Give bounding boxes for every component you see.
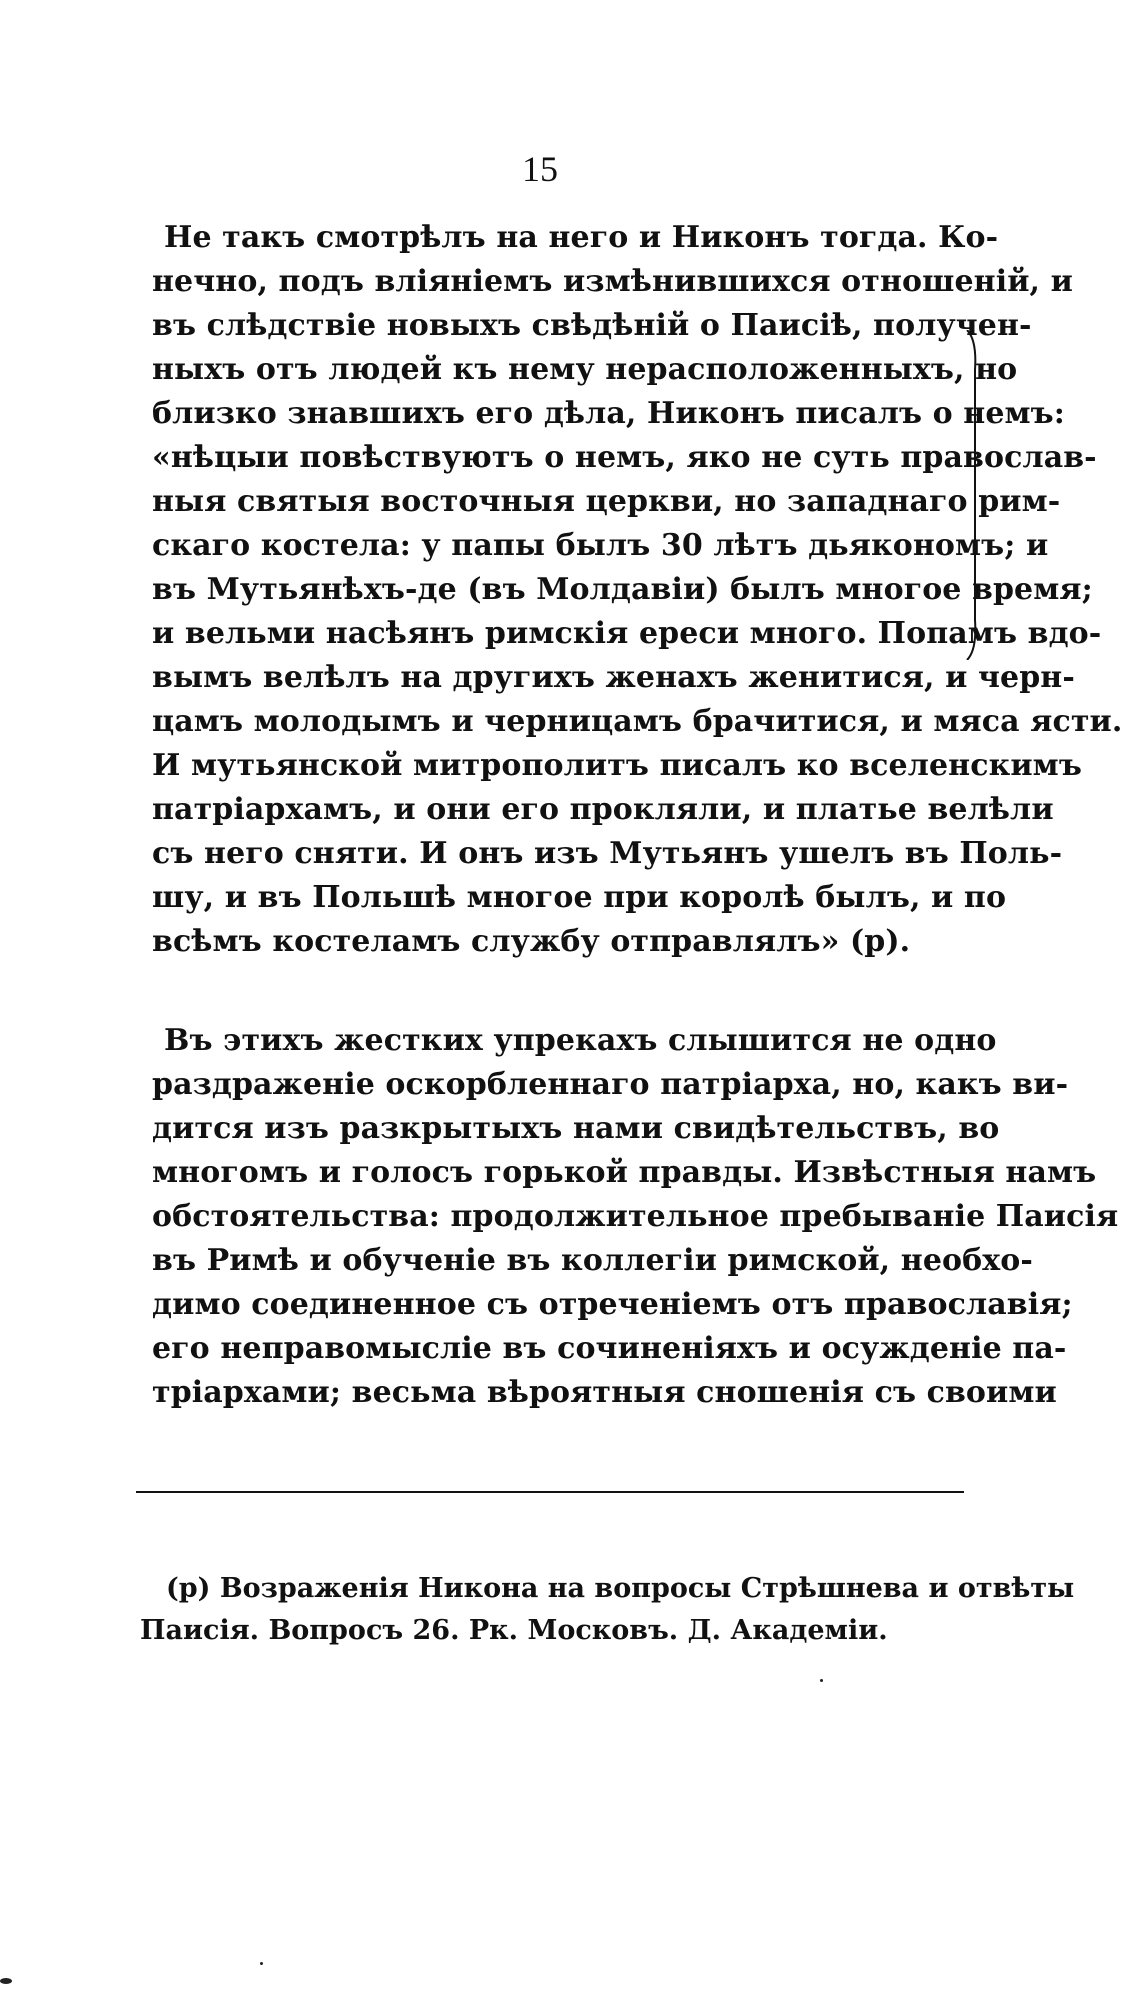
text-line: шу, и въ Польшѣ многое при королѣ былъ, и по [152,880,1007,915]
text-line: ныхъ отъ людей къ нему нерасположенныхъ, но [152,352,1018,387]
text-line: ныя святыя восточныя церкви, но западнаго рим- [152,484,1061,519]
text-line: скаго костела: у папы былъ 30 лѣтъ дьякономъ; и [152,528,1049,563]
paragraph-2 [152,1019,1119,1415]
text-line: близко знавшихъ его дѣла, Никонъ писалъ о немъ: [152,396,1065,431]
text-line: цамъ молодымъ и черницамъ брачитися, и мяса ясти. [152,704,1123,739]
text-line: «нѣцыи повѣствуютъ о немъ, яко не суть православ- [152,440,1097,475]
paragraph-1 [152,216,1123,964]
margin-bracket [965,330,981,660]
text-line: его неправомысліе въ сочиненіяхъ и осужденіе па- [152,1331,1067,1366]
text-line: въ слѣдствіе новыхъ свѣдѣній о Паисіѣ, получен- [152,308,1032,343]
footnote-line: Паисія. Вопросъ 26. Рк. Московъ. Д. Академіи. [140,1615,888,1646]
footnote [140,1568,1075,1652]
text-line: патріархамъ, и они его прокляли, и платье велѣли [152,792,1054,827]
scan-speck [820,1679,823,1682]
footnote-line: (р) Возраженія Никона на вопросы Стрѣшнева и отвѣты [166,1573,1075,1604]
text-line: съ него сняти. И онъ изъ Мутьянъ ушелъ въ Поль- [152,836,1063,871]
text-line: обстоятельства: продолжительное пребываніе Паисія [152,1199,1119,1234]
text-line: Въ этихъ жестких упрекахъ слышится не одно [164,1023,997,1058]
text-line: всѣмъ костеламъ службу отправлялъ» (р). [152,924,911,959]
scan-speck [0,1978,12,1984]
footnote-divider [136,1491,964,1493]
text-line: Не такъ смотрѣлъ на него и Никонъ тогда. Ко- [164,220,999,255]
text-line: раздраженіе оскорбленнаго патріарха, но, какъ ви- [152,1067,1069,1102]
text-line: дится изъ разкрытыхъ нами свидѣтельствъ, во [152,1111,1000,1146]
text-line: И мутьянской митрополитъ писалъ ко вселенскимъ [152,748,1082,783]
text-line: въ Римѣ и обученіе въ коллегіи римской, необхо- [152,1243,1033,1278]
text-line: вымъ велѣлъ на другихъ женахъ женитися, и черн- [152,660,1075,695]
page-number: 15 [522,149,558,189]
text-line: многомъ и голосъ горькой правды. Извѣстныя намъ [152,1155,1097,1190]
text-line: нечно, подъ вліяніемъ измѣнившихся отношеній, и [152,264,1073,299]
text-line: тріархами; весьма вѣроятныя сношенія съ своими [152,1375,1057,1410]
text-line: и вельми насѣянъ римскія ереси много. Попамъ вдо- [152,616,1102,651]
text-line: въ Мутьянѣхъ-де (въ Молдавіи) былъ многое время; [152,572,1093,607]
scan-speck [260,1962,263,1965]
text-line: димо соединенное съ отреченіемъ отъ православія; [152,1287,1073,1322]
